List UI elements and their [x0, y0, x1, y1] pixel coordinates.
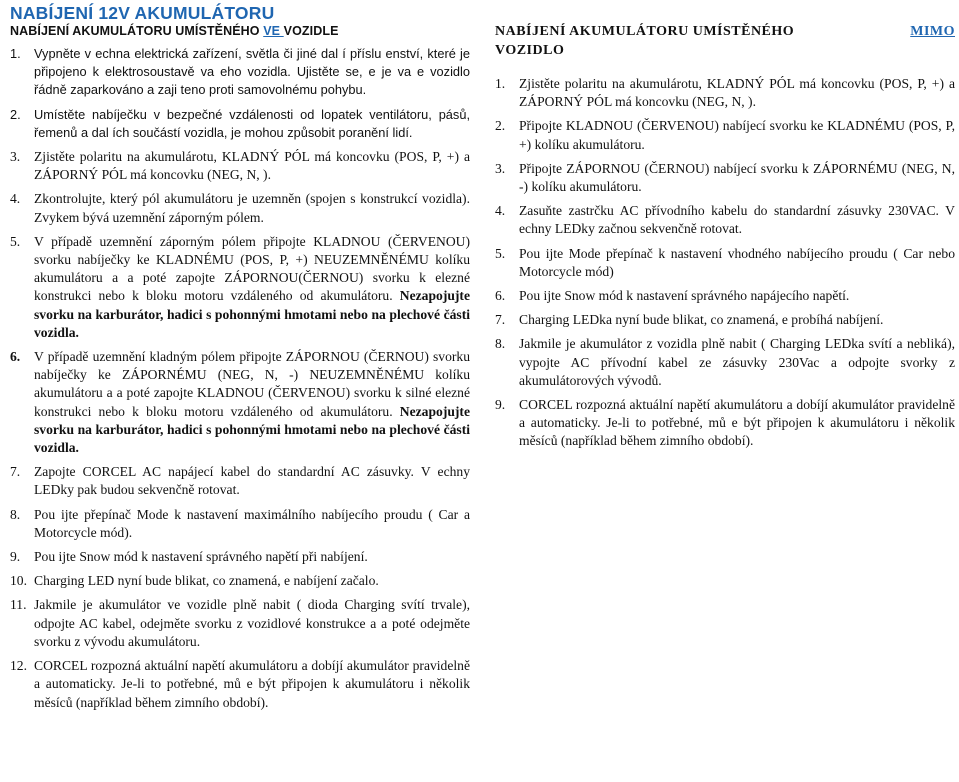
item-number: 10.: [10, 573, 27, 589]
item-text: Zjistěte polaritu na akumulárotu, KLADNÝ PÓL má koncovku (POS, P, +) a ZÁPORNÝ PÓL má koncovku (NEG, N, ).: [34, 149, 470, 183]
item-text: Charging LEDka nyní bude blikat, co znamená, e probíhá nabíjení.: [519, 312, 884, 328]
item-text-body: V případě uzemnění kladným pólem připojte ZÁPORNOU (ČERNOU) svorku nabíječky ke ZÁPORNÉMU (NEG, N, -) NEUZEMNĚNÉMU kolíku akumulátoru a a poté zapojte KLADNOU (ČERVENOU) svorku k silné elezné konstrukci nebo k bloku motoru vzdáleného od akumulátoru.: [34, 349, 470, 419]
item-text: Charging LED nyní bude blikat, co znamená, e nabíjení začalo.: [34, 573, 379, 589]
list-item: [495, 202, 955, 238]
item-warning: Nezapojujte svorku na karburátor, hadici s pohonnými hmotami nebo na plechové části vozidla.: [34, 403, 470, 456]
item-text: Umístěte nabíječku v bezpečné vzdálenosti od lopatek ventilátoru, pásů, řemenů a dal ích součástí vozidla, je mohou způsobit poranění lidí.: [34, 106, 470, 140]
list-item: [495, 245, 955, 281]
list-item: [10, 506, 470, 542]
item-text: Jakmile je akumulátor ve vozidle plně nabit ( dioda Charging svítí trvale), odpojte AC kabel, odejměte svorku z vozidlové konstrukce a a poté odejměte svorku z vývodu akumulátoru.: [34, 597, 470, 649]
item-number: 7.: [10, 464, 21, 480]
item-number: 2.: [495, 118, 506, 134]
item-number: 8.: [495, 336, 506, 352]
item-number: 3.: [10, 149, 21, 165]
list-item: [10, 148, 470, 184]
item-text: Připojte KLADNOU (ČERVENOU) nabíjecí svorku ke KLADNÉMU (POS, P, +) kolíku akumulátoru.: [519, 118, 955, 152]
item-number: 8.: [10, 506, 21, 522]
page-title: NABÍJENÍ 12V AKUMULÁTORU: [10, 3, 275, 23]
item-number: 2.: [10, 106, 21, 122]
item-text: [34, 233, 470, 342]
list-item: [10, 548, 470, 566]
item-number: 1.: [10, 46, 21, 61]
list-item: [10, 348, 470, 457]
item-text: Pou ijte Snow mód k nastavení správného napětí při nabíjení.: [34, 549, 368, 565]
list-item: [10, 657, 470, 712]
list-item: [495, 335, 955, 390]
item-number: 4.: [10, 191, 21, 207]
item-number: 1.: [495, 76, 506, 91]
item-text: CORCEL rozpozná aktuální napětí akumulátoru a dobíjí akumulátor pravidelně a automaticky. Je-li to potřebné, mů e být připojen k akumulátoru i několik měsíců (například během zimního období).: [519, 397, 955, 449]
list-item: [10, 190, 470, 226]
subtitle-ve-link[interactable]: VE: [263, 24, 284, 38]
section-heading-main: NABÍJENÍ AKUMULÁTORU UMÍSTĚNÉHO: [495, 24, 795, 39]
list-item: [10, 233, 470, 342]
subtitle-prefix: NABÍJENÍ AKUMULÁTORU UMÍSTĚNÉHO: [10, 24, 264, 38]
item-text: Zkontrolujte, který pól akumulátoru je uzemněn (spojen s konstrukcí vozidla). Zvykem bývá uzemnění záporným pólem.: [34, 191, 470, 225]
list-item: [10, 106, 470, 142]
item-number: 7.: [495, 312, 506, 328]
item-text: Připojte ZÁPORNOU (ČERNOU) nabíjecí svorku k ZÁPORNÉMU (NEG, N, -) kolíku akumulátoru.: [519, 160, 955, 195]
list-item: [495, 287, 955, 305]
item-text: Jakmile je akumulátor z vozidla plně nabit ( Charging LEDka svítí a nebliká), vypojte AC přívodní kabel ze zásuvky 230Vac a odpojte svorky z akumulátorových vývodů.: [519, 336, 955, 388]
list-item: [495, 396, 955, 451]
item-text: [34, 348, 470, 457]
item-number: 3.: [495, 160, 506, 176]
item-number: 11.: [10, 597, 27, 613]
item-text: Pou ijte přepínač Mode k nastavení maximálního nabíjecího proudu ( Car a Motorcycle mód).: [34, 506, 470, 540]
item-text: Zapojte CORCEL AC napájecí kabel do standardní AC zásuvky. V echny LEDky pak budou sekvenčně rotovat.: [34, 464, 470, 498]
item-number: 5.: [495, 245, 506, 261]
list-item: [10, 596, 470, 651]
list-item: [10, 463, 470, 499]
section-heading-mimo-link[interactable]: MIMO: [910, 24, 955, 39]
list-item: [10, 572, 470, 590]
item-text: Zjistěte polaritu na akumulárotu, KLADNÝ PÓL má koncovku (POS, P, +) a ZÁPORNÝ PÓL má koncovku (NEG, N, ).: [519, 76, 955, 110]
list-item: [10, 45, 470, 100]
item-text: Pou ijte Mode přepínač k nastavení vhodného nabíjecího proudu ( Car nebo Motorcycle mód): [519, 245, 955, 279]
item-warning: Nezapojujte svorku na karburátor, hadici s pohonnými hmotami nebo na plechové části vozidla.: [34, 288, 470, 340]
list-item: [495, 160, 955, 196]
list-item: [495, 311, 955, 329]
item-number: 9.: [495, 397, 506, 413]
item-number: 6.: [495, 288, 506, 304]
list-item: [495, 117, 955, 153]
item-number: 9.: [10, 549, 21, 565]
item-text: Vypněte v echna elektrická zařízení, světla či jiné dal í příslu enství, které je připojeno k elektrosoustavě va eho vozidla. Ujistěte se, e je va e vozidlo řádně zaparkováno a zaji teno proti samovolnému pohybu.: [34, 46, 470, 98]
item-text: Zasuňte zastrčku AC přívodního kabelu do standardní zásuvky 230VAC. V echny LEDky začnou sekvenčně rotovat.: [519, 203, 955, 237]
left-column: [10, 45, 470, 718]
item-number: 4.: [495, 203, 506, 219]
item-number: 6.: [10, 349, 21, 365]
section-title-outside-vehicle: [495, 22, 955, 60]
item-number: 12.: [10, 658, 27, 674]
item-text-body: V případě uzemnění záporným pólem připojte KLADNOU (ČERVENOU) svorku nabíječky ke KLADNÉMU (POS, P, +) NEUZEMNĚNÉMU kolíku akumulátoru a a poté zapojte ZÁPORNOU(ČERNOU) svorku k elezné konstrukci nebo k bloku motoru vzdáleného od akumulátoru.: [34, 233, 470, 304]
section-title-in-vehicle: [10, 24, 339, 38]
right-column: [495, 22, 955, 457]
list-item: [495, 75, 955, 111]
item-number: 5.: [10, 233, 21, 249]
section-heading-second: VOZIDLO: [495, 43, 565, 58]
subtitle-suffix: VOZIDLE: [283, 24, 339, 38]
item-text: CORCEL rozpozná aktuální napětí akumulátoru a dobíjí akumulátor pravidelně a automaticky. Je-li to potřebné, mů e být připojen k akumulátoru i několik měsíců (například během zimního období).: [34, 658, 470, 710]
item-text: Pou ijte Snow mód k nastavení správného napájecího napětí.: [519, 288, 850, 304]
